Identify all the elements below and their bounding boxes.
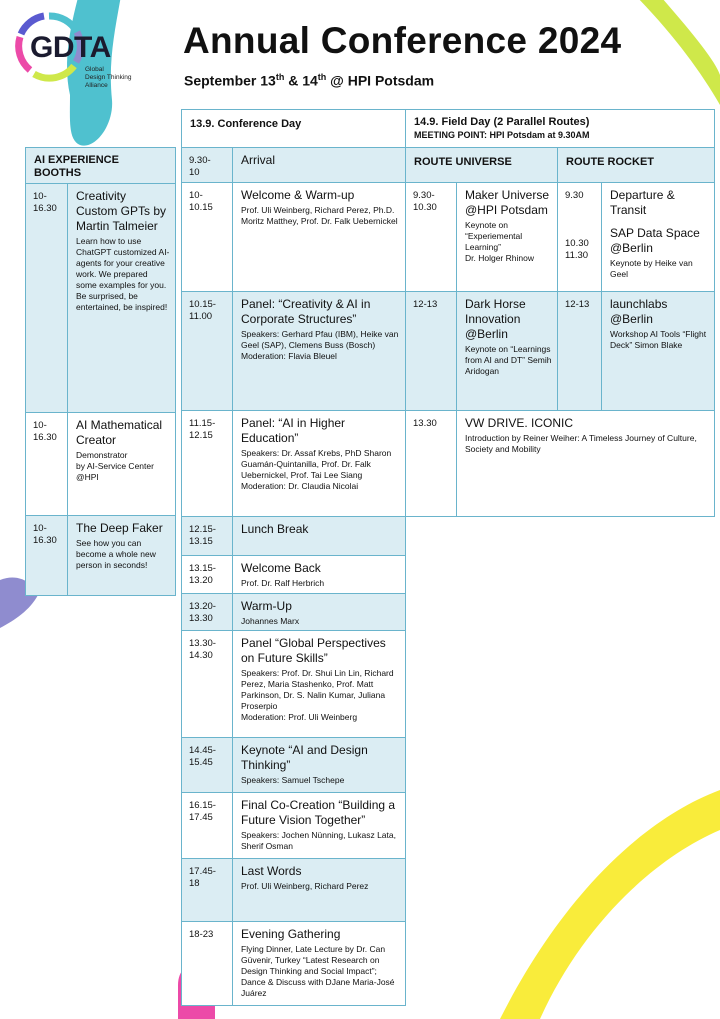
day2-header: 14.9. Field Day (2 Parallel Routes) MEETING POINT: HPI Potsdam at 9.30AM <box>405 109 715 148</box>
day1-time: 9.30- 10 <box>181 147 233 183</box>
event-description: Speakers: Dr. Assaf Krebs, PhD Sharon Guamán-Quintanilla, Prof. Dr. Falk Uebernickel, Prof. Tai Lee Siang Moderation: Dr. Claudia Nicolai <box>241 448 392 491</box>
event-title: Panel “Global Perspectives on Future Skills” <box>241 636 386 665</box>
booths-header: AI EXPERIENCE BOOTHS <box>25 147 176 184</box>
event-title: Warm-Up <box>241 599 292 613</box>
joint-time: 13.30 <box>405 410 457 517</box>
day1-time: 14.45- 15.45 <box>181 737 233 793</box>
day1-event <box>232 858 406 922</box>
day1-time: 12.15- 13.15 <box>181 516 233 556</box>
event-title: Panel: “Creativity & AI in Corporate Structures” <box>241 297 371 326</box>
day1-event <box>232 182 406 292</box>
universe-event: Dark Horse Innovation @Berlin Keynote on “Learnings from AI and DT” Semih Aridogan <box>456 291 558 411</box>
day1-event <box>232 792 406 859</box>
event-description: Speakers: Prof. Dr. Shui Lin Lin, Richard Perez, Maria Stashenko, Prof. Matt Parkinson, Dr. S. Nalin Kumar, Juliana Proserpio Moderation: Prof. Uli Weinberg <box>241 668 394 722</box>
day1-time: 13.30- 14.30 <box>181 630 233 738</box>
route-rocket-header: ROUTE ROCKET <box>557 147 715 183</box>
event-description: Speakers: Samuel Tschepe <box>241 775 345 785</box>
event-title: Lunch Break <box>241 522 309 536</box>
day1-time: 10- 10.15 <box>181 182 233 292</box>
universe-time: 9.30- 10.30 <box>405 182 457 292</box>
day1-time: 17.45- 18 <box>181 858 233 922</box>
booth-time: 10- 16.30 <box>25 183 68 413</box>
event-description: Speakers: Jochen Nünning, Lukasz Lata, Sherif Osman <box>241 830 396 851</box>
booth-time: 10- 16.30 <box>25 412 68 516</box>
event-title: Panel: “AI in Higher Education” <box>241 416 346 445</box>
universe-event: Maker Universe @HPI Potsdam Keynote on “Experiemental Learning” Dr. Holger Rhinow <box>456 182 558 292</box>
day1-event <box>232 410 406 517</box>
logo-subtitle: Global Design Thinking Alliance <box>85 66 132 89</box>
day1-header: 13.9. Conference Day <box>181 109 406 148</box>
rocket-time: 9.30 10.30 11.30 <box>557 182 602 292</box>
rocket-time: 12-13 <box>557 291 602 411</box>
event-description: Prof. Uli Weinberg, Richard Perez <box>241 881 369 891</box>
day1-time: 10.15- 11.00 <box>181 291 233 411</box>
event-description: Johannes Marx <box>241 616 300 626</box>
day1-event <box>232 147 406 183</box>
booth-time: 10- 16.30 <box>25 515 68 596</box>
joint-event: VW DRIVE. ICONIC Introduction by Reiner Weiher: A Timeless Journey of Culture, Society and Mobility <box>456 410 715 517</box>
yellow-arc <box>500 790 720 1019</box>
day1-time: 11.15- 12.15 <box>181 410 233 517</box>
day1-event <box>232 737 406 793</box>
rocket-event: Departure & Transit SAP Data Space @Berlin Keynote by Heike van Geel <box>601 182 715 292</box>
page-title: Annual Conference 2024 <box>183 20 622 61</box>
day1-event <box>232 291 406 411</box>
event-title: Welcome Back <box>241 561 321 575</box>
booth-item: The Deep Faker See how you can become a whole new person in seconds! <box>67 515 176 596</box>
event-title: Welcome & Warm-up <box>241 188 355 202</box>
day1-event <box>232 555 406 594</box>
event-description: Speakers: Gerhard Pfau (IBM), Heike van Geel (SAP), Clemens Buss (Bosch) Moderation: Flavia Bleuel <box>241 329 399 361</box>
route-universe-header: ROUTE UNIVERSE <box>405 147 558 183</box>
day1-time: 13.20- 13.30 <box>181 593 233 631</box>
day1-event <box>232 630 406 738</box>
event-title: Last Words <box>241 864 302 878</box>
event-title: Keynote “AI and Design Thinking” <box>241 743 368 772</box>
lime-arc <box>630 0 720 105</box>
day1-time: 18-23 <box>181 921 233 1006</box>
event-title: Evening Gathering <box>241 927 341 941</box>
event-description: Flying Dinner, Late Lecture by Dr. Can Güvenir, Turkey “Latest Research on Design Thinking and Social Impact”; Dance & Discuss with DJane Maria-José Juárez <box>241 944 395 998</box>
booth-item: AI Mathematical Creator Demonstrator by AI-Service Center @HPI <box>67 412 176 516</box>
day1-time: 16.15- 17.45 <box>181 792 233 859</box>
day1-time: 13.15- 13.20 <box>181 555 233 594</box>
event-description: Prof. Dr. Ralf Herbrich <box>241 578 325 588</box>
logo-text: GDTA <box>30 31 111 64</box>
day1-event <box>232 921 406 1006</box>
event-title: Arrival <box>241 153 276 167</box>
event-title: Final Co-Creation “Building a Future Vision Together” <box>241 798 396 827</box>
event-description: Prof. Uli Weinberg, Richard Perez, Ph.D. Moritz Matthey, Prof. Dr. Falk Uebernickel <box>241 205 398 226</box>
day1-event <box>232 516 406 556</box>
rocket-event: launchlabs @Berlin Workshop AI Tools “Flight Deck” Simon Blake <box>601 291 715 411</box>
page-subtitle: September 13th & 14th @ HPI Potsdam <box>184 72 435 89</box>
universe-time: 12-13 <box>405 291 457 411</box>
booth-item: Creativity Custom GPTs by Martin Talmeier Learn how to use ChatGPT customized AI-agents for your creative work. We prepared some examples for you. Be surprised, be entertained, be inspired! <box>67 183 176 413</box>
day1-event <box>232 593 406 631</box>
